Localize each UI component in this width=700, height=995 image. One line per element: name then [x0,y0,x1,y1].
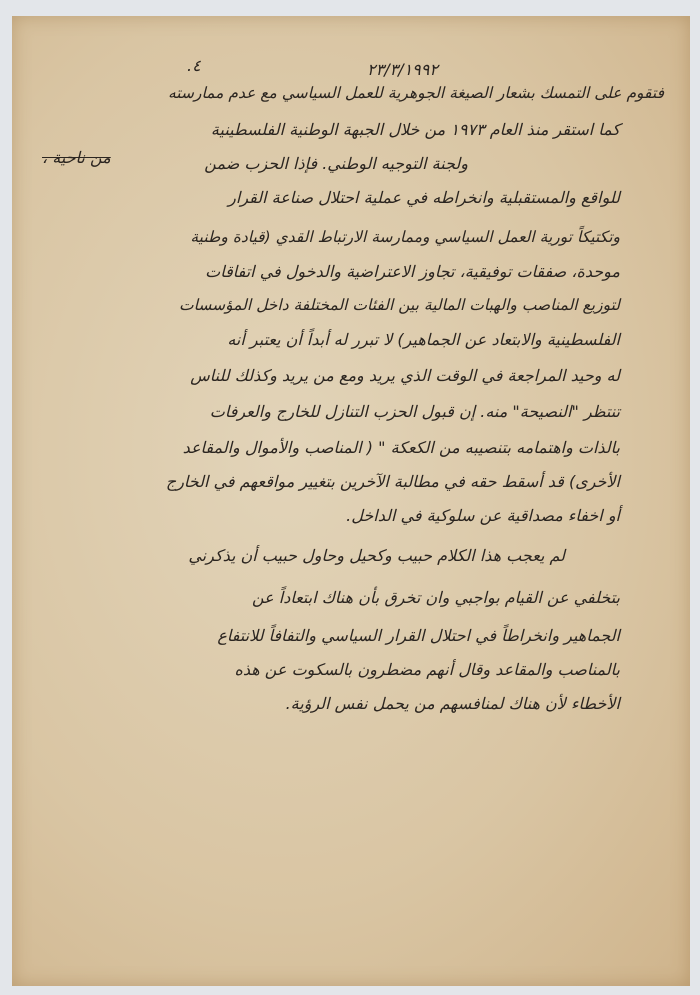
document-date: ٢٣/٣/١٩٩٢ [367,60,438,79]
text-line: الأخطاء لأن هناك لمنافسهم من يحمل نفس الرؤية. [285,694,620,713]
text-line: وتكتيكاً تورية العمل السياسي وممارسة الارتباط القدي (قيادة وطنية [190,228,620,246]
text-line: فتقوم على التمسك بشعار الصيغة الجوهرية للعمل السياسي مع عدم ممارسته [168,84,664,102]
text-line: لم يعجب هذا الكلام حبيب وكحيل وحاول حبيب أن يذكرني [188,546,565,565]
text-line: ولجنة التوجيه الوطني. فإذا الحزب ضمن [204,154,468,173]
text-line: الفلسطينية والابتعاد عن الجماهير) لا تبرر له أبداً أن يعتبر أنه [227,330,620,349]
text-line: لتوزيع المناصب والهبات المالية بين الفئات المختلفة داخل المؤسسات [179,296,620,314]
text-line: موحدة، صفقات توفيقية، تجاوز الاعتراضية والدخول في اتفاقات [205,262,620,281]
text-line: بتخلفي عن القيام بواجبي وان تخرق بأن هناك ابتعاداً عن [251,588,620,607]
text-line: الأخرى) قد أسقط حقه في مطالبة الآخرين بتغيير مواقعهم في الخارج [165,472,620,491]
handwritten-page [12,16,690,986]
text-line: الجماهير وانخراطاً في احتلال القرار السياسي والتفافاً للانتفاع [217,626,620,645]
text-line: كما استقر منذ العام ١٩٧٣ من خلال الجبهة الوطنية الفلسطينية [210,120,620,139]
text-line: بالمناصب والمقاعد وقال أنهم مضطرون بالسكوت عن هذه [234,660,620,679]
text-line: أو اخفاء مصداقية عن سلوكية في الداخل. [346,506,620,525]
text-line: له وحيد المراجعة في الوقت الذي يريد ومع من يريد وكذلك للناس [190,366,620,385]
text-line: تنتظر "النصيحة" منه. إن قبول الحزب التنازل للخارج والعرفات [209,402,620,421]
page-number: ٤. [187,56,201,75]
text-line: بالذات واهتمامه بتنصيبه من الكعكة " ( المناصب والأموال والمقاعد [182,438,620,457]
struck-text: من ناحية ، [42,148,111,167]
text-line: للواقع والمستقبلية وانخراطه في عملية احتلال صناعة القرار [228,188,620,207]
